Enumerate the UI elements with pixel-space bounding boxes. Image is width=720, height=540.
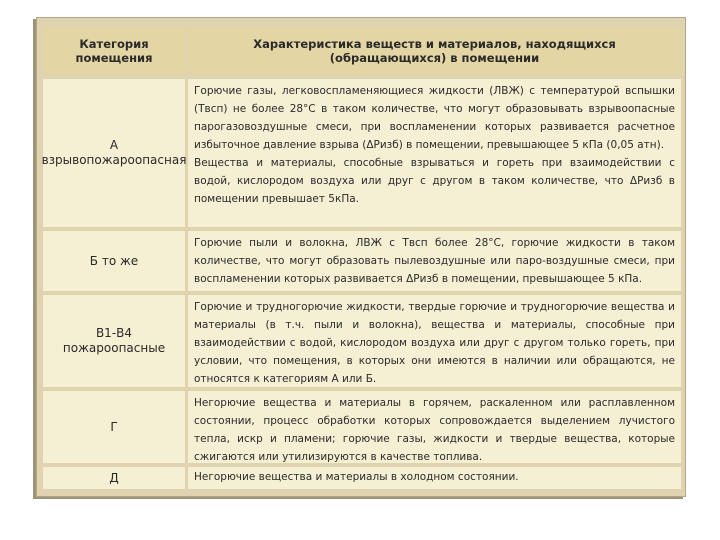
category-cell-g — [43, 391, 185, 463]
category-d-name: Д — [109, 470, 119, 485]
description-a-para2: Вещества и материалы, способные взрываться и гореть при взаимодействии с водой, кислородом воздуха или друг с другом в таком количестве, что ΔPизб в помещении превышает 5кПа. — [194, 157, 675, 205]
description-cell-a — [188, 79, 681, 227]
category-g-name: Г — [110, 419, 118, 434]
category-v-name: В1-В4 пожароопасные — [62, 326, 166, 355]
category-b-name: Б то же — [89, 253, 139, 268]
category-table — [36, 17, 686, 497]
category-cell-v — [43, 295, 185, 387]
header-category-text: Категория помещения — [75, 37, 153, 65]
category-a-letter: А — [109, 138, 119, 152]
description-g-text: Негорючие вещества и материалы в горячем, раскаленном или расплавленном состоянии, процесс обработки которых сопровождается выделением лучистого тепла, искр и пламени; горючие газы, жидкости и твердые вещества, которые сжигаются или утилизируются в качестве топлива. — [194, 397, 675, 463]
description-a-para1: Горючие газы, легковоспламеняющиеся жидкости (ЛВЖ) с температурой вспышки (Tвсп) не более 28°С в таком количестве, что могут образовывать взрывоопасные парогазовоздушные смеси, при воспламенении которых развивается расчетное избыточное давление взрыва (ΔPизб) в помещении, превышающее 5 кПа (0,05 атн). — [194, 85, 675, 151]
description-b-text: Горючие пыли и волокна, ЛВЖ с Tвсп более 28°С, горючие жидкости в таком количестве, что могут образовать пылевоздушные или паро-воздушные смеси, при воспламенении которых развивается ΔPизб в помещении, превышающее 5 кПа. — [194, 237, 675, 285]
category-cell-a — [43, 79, 185, 227]
description-cell-b — [188, 231, 681, 291]
header-characteristic — [188, 28, 681, 74]
description-cell-v — [188, 295, 681, 387]
category-cell-b — [43, 231, 185, 291]
description-cell-g — [188, 391, 681, 463]
category-a-name: взрывопожароопасная — [41, 153, 187, 167]
header-category — [43, 28, 185, 74]
description-v-text: Горючие и трудногорючие жидкости, твердые горючие и трудногорючие вещества и материалы (в т.ч. пыли и волокна), вещества и материалы, способные при взаимодействии с водой, кислородом воздуха или друг с другом только гореть, при условии, что помещения, в которых они имеются в наличии или обращаются, не относятся к категориям А или Б. — [194, 301, 675, 385]
description-cell-d — [188, 467, 681, 489]
description-d-text: Негорючие вещества и материалы в холодном состоянии. — [194, 471, 519, 483]
category-cell-d — [43, 467, 185, 489]
header-characteristic-text: Характеристика веществ и материалов, находящихся (обращающихся) в помещении — [253, 37, 616, 65]
